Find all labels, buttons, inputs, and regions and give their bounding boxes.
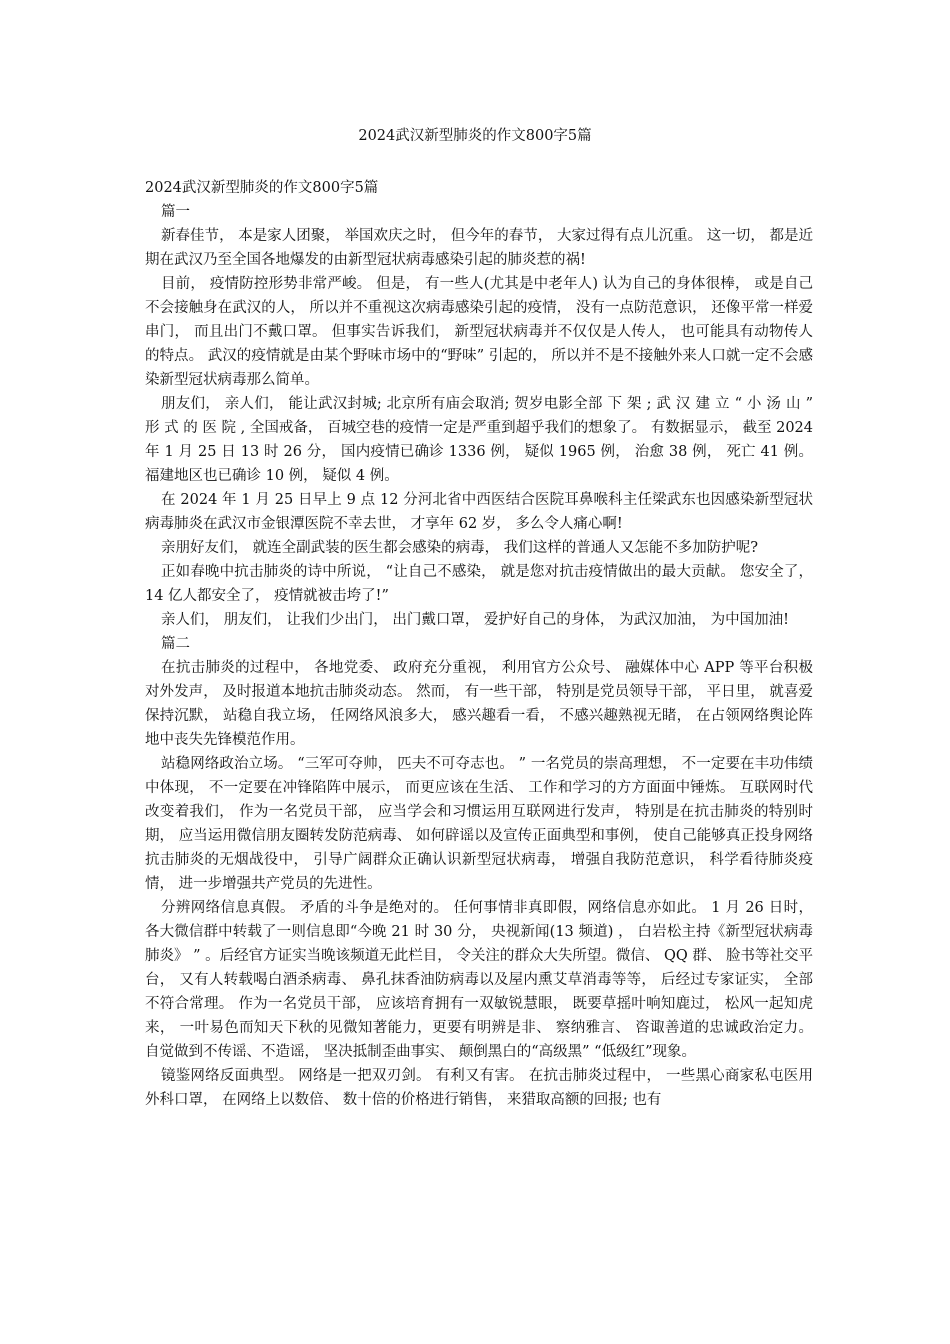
paragraph: 分辨网络信息真假。 矛盾的斗争是绝对的。 任何事情非真即假，网络信息亦如此。 1 月 26 日时， 各大微信群中转载了一则信息即“今晚 21 时 30 分， 央视新闻(13 频道) ， 白岩松主持《新型冠状病毒肺炎》 ” 。后经官方证实当晚该频道无此栏目， 令关注的群众大失所望。微信、 QQ 群、 脸书等社交平台， 又有人转载喝白酒杀病毒、 鼻孔抹香油防病毒以及屋内熏艾草消毒等等， 后经过专家证实， 全部不符合常理。 作为一名党员干部， 应该培育拥有一双敏锐慧眼， 既要草摇叶响知鹿过， 松风一起知虎来， 一叶易色而知天下秋的见微知著能力，更要有明辨是非、 察纳雅言、 咨诹善道的忠诚政治定力。 自觉做到不传谣、不造谣， 坚决抵制歪曲事实、 颠倒黑白的“高级黑” “低级红”现象。 bbox=[145, 900, 813, 1060]
paragraph: 正如春晚中抗击肺炎的诗中所说， “让自己不感染， 就是您对抗击疫情做出的最大贡献。 您安全了， 14 亿人都安全了， 疫情就被击垮了!” bbox=[145, 564, 813, 604]
document-subtitle: 2024武汉新型肺炎的作文800字5篇 bbox=[145, 180, 379, 196]
section-2 bbox=[145, 632, 813, 1112]
paragraph: 亲人们， 朋友们， 让我们少出门， 出门戴口罩， 爱护好自己的身体， 为武汉加油， 为中国加油! bbox=[161, 612, 789, 628]
document-body bbox=[145, 176, 813, 1112]
section-1 bbox=[145, 200, 813, 632]
paragraph: 镜鉴网络反面典型。 网络是一把双刃剑。 有利又有害。 在抗击肺炎过程中， 一些黑心商家私屯医用外科口罩， 在网络上以数倍、 数十倍的价格进行销售， 来猎取高额的回报; 也有 bbox=[145, 1068, 813, 1108]
paragraph: 新春佳节， 本是家人团聚， 举国欢庆之时， 但今年的春节， 大家过得有点儿沉重。 这一切， 都是近期在武汉乃至全国各地爆发的由新型冠状病毒感染引起的肺炎惹的祸! bbox=[145, 228, 813, 268]
paragraph: 站稳网络政治立场。 “三军可夺帅， 匹夫不可夺志也。 ” 一名党员的崇高理想， 不一定要在丰功伟绩中体现， 不一定要在冲锋陷阵中展示， 而更应该在生活、 工作和学习的方方面面中锤炼。 互联网时代改变着我们， 作为一名党员干部， 应当学会和习惯运用互联网进行发声， 特别是在抗击肺炎的特别时期， 应当运用微信朋友圈转发防范病毒、 如何辟谣以及宣传正面典型和事例， 使自己能够真正投身网络抗击肺炎的无烟战役中， 引导广阔群众正确认识新型冠状病毒， 增强自我防范意识， 科学看待肺炎疫情， 进一步增强共产党员的先进性。 bbox=[145, 756, 813, 892]
paragraph: 亲朋好友们， 就连全副武装的医生都会感染的病毒， 我们这样的普通人又怎能不多加防护呢? bbox=[161, 540, 758, 556]
section-heading: 篇一 bbox=[161, 204, 190, 220]
section-heading: 篇二 bbox=[161, 636, 190, 652]
paragraph: 在抗击肺炎的过程中， 各地党委、 政府充分重视， 利用官方公众号、 融媒体中心 APP 等平台积极对外发声， 及时报道本地抗击肺炎动态。 然而， 有一些干部， 特别是党员领导干部， 平日里， 就喜爱保持沉默， 站稳自我立场， 任网络风浪多大， 感兴趣看一看， 不感兴趣熟视无睹， 在占领网络舆论阵地中丧失先锋模范作用。 bbox=[145, 660, 813, 748]
paragraph: 在 2024 年 1 月 25 日早上 9 点 12 分河北省中西医结合医院耳鼻喉科主任梁武东也因感染新型冠状病毒肺炎在武汉市金银潭医院不幸去世， 才享年 62 岁， 多么令人痛心啊! bbox=[145, 492, 813, 532]
paragraph: 朋友们， 亲人们， 能让武汉封城; 北京所有庙会取消; 贺岁电影全部 下 架 ; 武 汉 建 立 “ 小 汤 山 ” 形 式 的 医 院 , 全国戒备， 百城空巷的疫情一定是严重到超乎我们的想象了。 有数据显示， 截至 2024 年 1 月 25 日 13 时 26 分， 国内疫情已确诊 1336 例， 疑似 1965 例， 治愈 38 例， 死亡 41 例。 福建地区也已确诊 10 例， 疑似 4 例。 bbox=[145, 396, 813, 484]
paragraph: 目前， 疫情防控形势非常严峻。 但是， 有一些人(尤其是中老年人) 认为自己的身体很棒， 或是自己不会接触身在武汉的人， 所以并不重视这次病毒感染引起的疫情， 没有一点防范意识， 还像平常一样爱串门， 而且出门不戴口罩。 但事实告诉我们， 新型冠状病毒并不仅仅是人传人， 也可能具有动物传人的特点。 武汉的疫情就是由某个野味市场中的“野味” 引起的， 所以并不是不接触外来人口就一定不会感染新型冠状病毒那么简单。 bbox=[145, 276, 813, 388]
document-title: 2024武汉新型肺炎的作文800字5篇 bbox=[358, 128, 592, 144]
